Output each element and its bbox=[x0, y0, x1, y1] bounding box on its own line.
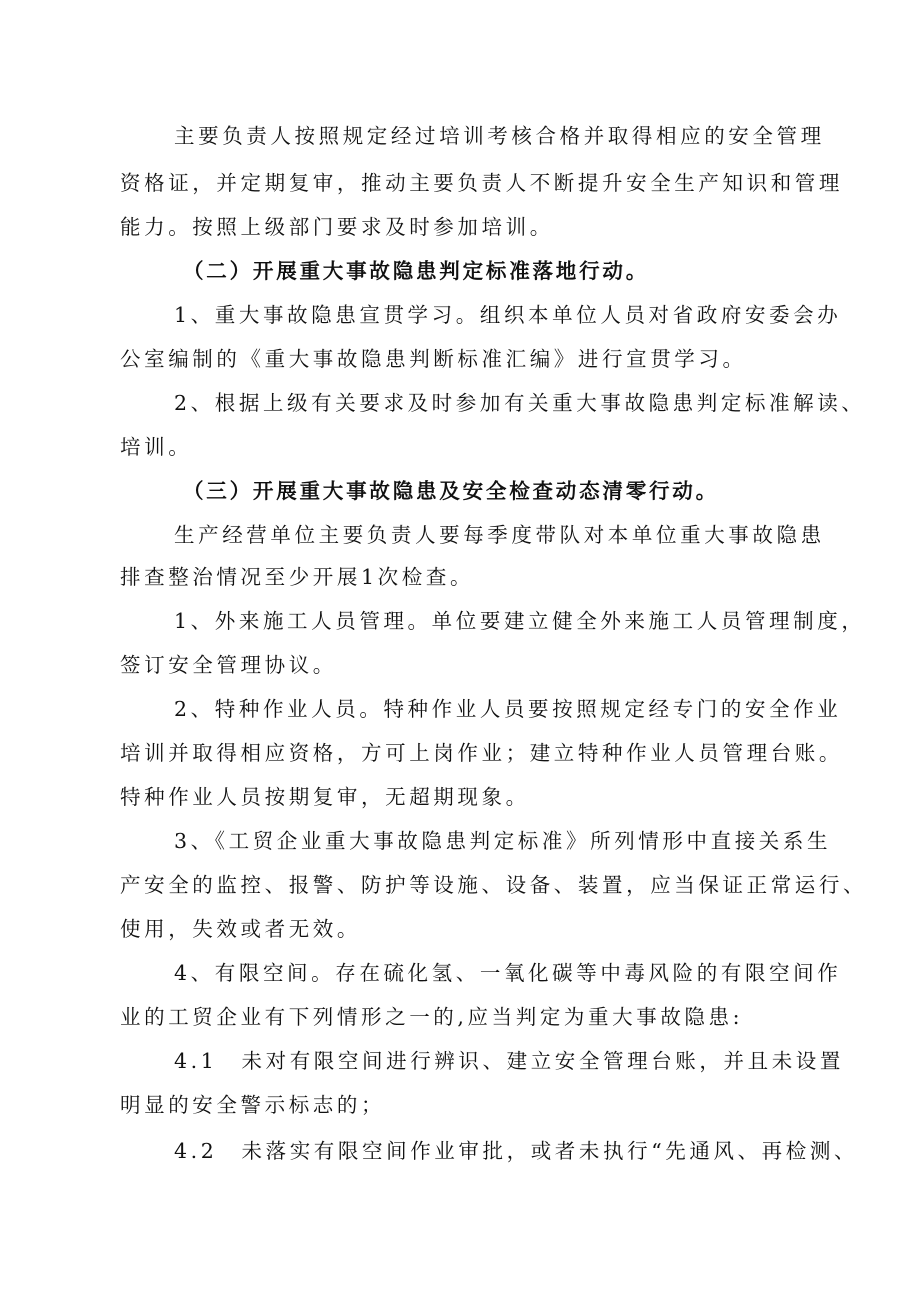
paragraph-line: 业的工贸企业有下列情形之一的,应当判定为重大事故隐患: bbox=[120, 1005, 744, 1029]
section-heading-3: （三）开展重大事故隐患及安全检查动态清零行动。 bbox=[183, 479, 719, 503]
paragraph-line: 培训并取得相应资格，方可上岗作业；建立特种作业人员管理台账。 bbox=[120, 741, 843, 765]
paragraph-line: 1、重大事故隐患宣贯学习。组织本单位人员对省政府安委会办 bbox=[174, 303, 842, 327]
paragraph-line: 能力。按照上级部门要求及时参加培训。 bbox=[120, 215, 554, 239]
paragraph-line: 4.1 未对有限空间进行辨识、建立安全管理台账，并且未设置 bbox=[174, 1049, 844, 1073]
paragraph-line: 使用，失效或者无效。 bbox=[120, 917, 361, 941]
paragraph-line: 培训。 bbox=[120, 435, 193, 459]
paragraph-line: 资格证，并定期复审，推动主要负责人不断提升安全生产知识和管理 bbox=[120, 171, 843, 195]
paragraph-line: 产安全的监控、报警、防护等设施、设备、装置，应当保证正常运行、 bbox=[120, 873, 868, 897]
paragraph-line: 签订安全管理协议。 bbox=[120, 653, 337, 677]
paragraph-line: 3、《工贸企业重大事故隐患判定标准》所列情形中直接关系生 bbox=[174, 829, 832, 853]
paragraph-line: 明显的安全警示标志的； bbox=[120, 1093, 386, 1117]
paragraph-line: 排查整治情况至少开展1次检查。 bbox=[120, 565, 475, 589]
paragraph-line: 生产经营单位主要负责人要每季度带队对本单位重大事故隐患 bbox=[174, 523, 825, 547]
paragraph-line: 公室编制的《重大事故隐患判断标准汇编》进行宣贯学习。 bbox=[120, 347, 747, 371]
paragraph-line: 1、外来施工人员管理。单位要建立健全外来施工人员管理制度， bbox=[174, 609, 866, 633]
paragraph-line: 主要负责人按照规定经过培训考核合格并取得相应的安全管理 bbox=[174, 124, 825, 148]
paragraph-line: 2、根据上级有关要求及时参加有关重大事故隐患判定标准解读、 bbox=[174, 391, 866, 415]
section-heading-2: （二）开展重大事故隐患判定标准落地行动。 bbox=[183, 259, 649, 283]
paragraph-line: 4、有限空间。存在硫化氢、一氧化碳等中毒风险的有限空间作 bbox=[174, 961, 842, 985]
paragraph-line: 特种作业人员按期复审，无超期现象。 bbox=[120, 785, 530, 809]
paragraph-line: 2、特种作业人员。特种作业人员要按照规定经专门的安全作业 bbox=[174, 697, 842, 721]
paragraph-line: 4.2 未落实有限空间作业审批，或者未执行“先通风、再检测、 bbox=[174, 1139, 859, 1163]
